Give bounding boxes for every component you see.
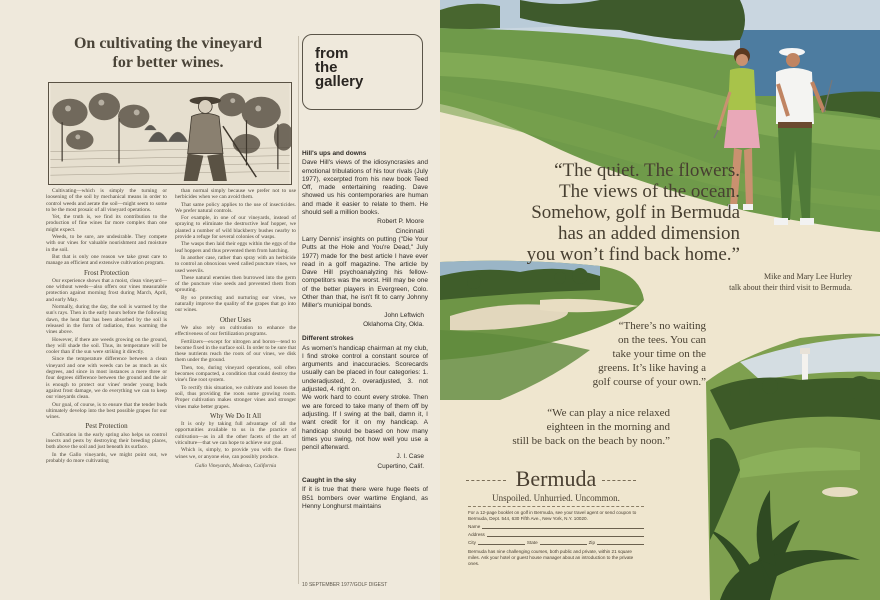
letter-paragraph: If it is true that there were huge fleets of B51 bombers over wartime England, as Henny Longhurst maintains xyxy=(302,486,428,510)
letter-signature: J. I. Case xyxy=(396,453,424,461)
letter-signature: Cupertino, Calif. xyxy=(377,462,424,470)
paragraph: Our experience shows that a moist, clean vineyard—one without weeds—also offers our vines measurable protection against morning frost during March, April, and early May. xyxy=(46,277,167,303)
coupon-address-field[interactable] xyxy=(468,532,644,538)
coupon-state-label: State xyxy=(526,540,538,545)
vineyard-ad xyxy=(40,30,296,590)
paragraph: To rectify this situation, we cultivate and loosen the soil, thus providing the roots some growing room. Proper cultivation makes stronger vines and stronger vines make better grapes. xyxy=(175,384,296,410)
paragraph: For example, in one of our vineyards, instead of spraying to eliminate the destructive leaf hopper, we planted a number of wild blackberry bushes nearby to provide a refuge for several colonies of wasps. xyxy=(175,215,296,241)
paragraph: than normal simply because we prefer not to use herbicides when we can avoid them. xyxy=(175,188,296,201)
gallery-title-box xyxy=(302,34,423,110)
ad-column-1 xyxy=(46,188,167,470)
page-footer: 10 SEPTEMBER 1977/GOLF DIGEST xyxy=(302,582,388,588)
paragraph: Fertilizers—except for nitrogen and boron—tend to become fixed in the surface soil. In order to be sure that these nutrients reach the roots of our vines, we disk them under the ground. xyxy=(175,338,296,364)
ad-column-2 xyxy=(175,188,296,470)
letter-signature: John Leftwich xyxy=(384,311,424,319)
paragraph: Then, too, during vineyard operations, soil often becomes compacted, a condition that could destroy the vine's fine root system. xyxy=(175,364,296,384)
paragraph: In another case, rather than spray with an herbicide to control an obnoxious weed called puncture vines, we used weevils. xyxy=(175,254,296,274)
gallery-title: from the gallery xyxy=(315,45,364,90)
coupon-name-label: Name xyxy=(468,524,481,529)
bermuda-brand-block xyxy=(466,466,636,596)
coupon-city-state-zip-field[interactable] xyxy=(468,540,644,546)
vineyard-illustration xyxy=(48,82,292,185)
letter-signature: Cincinnati xyxy=(395,227,424,235)
right-page xyxy=(440,0,880,600)
relaxed-eighteen-quote: “We can play a nice relaxed eighteen in the morning and still be back on the beach by noon.” xyxy=(512,407,670,447)
paragraph: Our goal, of course, is to ensure that the tender buds ultimately develop into the best possible grapes for our wines. xyxy=(46,401,167,421)
paragraph: We also rely on cultivation to enhance the effectiveness of our fertilization programs. xyxy=(175,324,296,338)
paragraph: In the Gallo vineyards, we might point out, we probably do more cultivating xyxy=(46,451,167,464)
paragraph: Yet, the truth is, we find its contribution to the production of fine wines far more complex than one might expect. xyxy=(46,214,167,233)
signature: Gallo Vineyards, Modesto, California xyxy=(194,462,277,469)
coupon-address-label: Address xyxy=(468,532,485,537)
section-heading: Why We Do It All xyxy=(209,411,262,420)
letter-heading: Caught in the sky xyxy=(302,476,357,484)
brand-rule-right xyxy=(602,480,636,481)
bermuda-tagline: Unspoiled. Unhurried. Uncommon. xyxy=(492,493,620,503)
paragraph: It is only by taking full advantage of all the opportunities available to us in the practice of cultivation—as in all the other facets of the art of viticulture—that we can hope to achieve our goal. xyxy=(175,421,296,446)
letter-paragraph: As women's handicap chairman at my club, I find stroke control a constant source of arguments and inaccuracies. Scorecards usually can be placed in four categories: 1. underadjusted, 2. overadjusted, 3. not adjusted, 4. right on. xyxy=(302,344,428,394)
coupon-city-label: City xyxy=(468,540,476,545)
column-divider xyxy=(298,36,299,584)
paragraph: Normally, during the day, the soil is warmed by the sun's rays. Then in the early hours before the following dawn, the heat that has been absorbed by the soil is released in the form of radiation, thus warming the vines above. xyxy=(46,304,167,336)
section-heading: Other Uses xyxy=(219,315,252,324)
letter-paragraph: Larry Dennis' insights on putting ("Die Your Putts at the Hole and You're Dead," July 1977) made for the best article I have ever read in a golf magazine. The article by Dave Hill psychoanalyzing his fellow-competitors was the worst. Hill may be one of the better players in Evergreen, Colo. Other than that, he isn't fit to carry Johnny Miller's municipal bonds. xyxy=(302,235,428,310)
from-the-gallery-column xyxy=(302,34,428,594)
letter-paragraph: Dave Hill's views of the idiosyncrasies and emotional tribulations of his tour rivals (July 1977), excerpted from his new book Teed Off, made entertaining reading. Dave showed us his contemporaries are human and made it easier to relate to them. He should sell a million books. xyxy=(302,159,428,217)
letter-signature: Robert P. Moore xyxy=(377,218,424,226)
paragraph: Cultivating—which is simply the turning or loosening of the soil by mechanical means in order to control weeds and aerate the soil—might seem to some to be the most prosaic of all vineyard operations. xyxy=(46,188,167,213)
coupon-name-field[interactable] xyxy=(468,524,644,530)
ad-headline: On cultivating the vineyard for better wines. xyxy=(73,35,262,71)
paragraph: But that is only one reason we take great care to manage an efficient and extensive cultivation program. xyxy=(46,253,167,267)
paragraph: However, if there are weeds growing on the ground, they will shade the soil. Thus, its temperature will be cooler than if the sun were striking it directly. xyxy=(46,336,167,356)
coupon-zip-label: Zip xyxy=(588,540,596,545)
bermuda-logo: Bermuda xyxy=(515,466,597,491)
section-heading: Pest Protection xyxy=(85,422,128,431)
paragraph: Weeds, to be sure, are undesirable. They compete with our vines for valuable nourishment and moisture in the soil. xyxy=(46,234,167,253)
paragraph: Since the temperature difference between a clean vineyard and one with weeds can be as much as six degrees, and since in most instances a mere three or four degrees difference between the ground and the air is enough to protect our vines' tender young buds against frost damage, we do everything we can to keep our vineyards clean. xyxy=(46,356,167,401)
paragraph: Cultivation in the early spring also helps us control insects and pests by destroying their breeding places, both above the soil and just beneath its surface. xyxy=(46,431,167,451)
main-testimonial-quote: “The quiet. The flowers. The views of the ocean. Somehow, golf in Bermuda has an added dimension you won’t find back home.” xyxy=(526,160,740,265)
paragraph: By so protecting and nurturing our vines, we naturally improve the quality of the grapes that go into our wines. xyxy=(175,294,296,314)
gallery-letters xyxy=(302,150,428,511)
paragraph: That same policy applies to the use of insecticides. We prefer natural controls. xyxy=(175,201,296,214)
letter-heading: Different strokes xyxy=(302,335,354,343)
paragraph: Which is, simply, to provide you with the finest wines we, or anyone else, can possibly produce. xyxy=(175,447,296,460)
coupon-note: Bermuda has nine challenging courses, both public and private, within 21 square miles. Ask your hotel or guest house manager about an introduction to the private ones. xyxy=(468,549,634,566)
section-heading: Frost Protection xyxy=(84,268,129,277)
letter-heading: Hill's ups and downs xyxy=(302,150,367,157)
coupon-instructions: For a 12-page booklet on golf in Bermuda, see your travel agent or send coupon to Bermuda, Dept. 544, 630 Fifth Ave., New York, N.Y. 10020. xyxy=(468,510,637,521)
no-waiting-quote: “There’s no waiting on the tees. You can take your time on the greens. It’s like having a golf course of your own.” xyxy=(592,320,706,388)
mail-in-coupon[interactable] xyxy=(468,506,644,594)
hurley-caption: Mike and Mary Lee Hurley talk about their third visit to Bermuda. xyxy=(729,272,852,292)
paragraph: These natural enemies then burrowed into the germ of the puncture vine seeds and prevented them from sprouting. xyxy=(175,274,296,294)
paragraph: The wasps then laid their eggs within the eggs of the leaf hoppers and thus prevented them from hatching. xyxy=(175,241,296,254)
letter-signature: Oklahoma City, Okla. xyxy=(363,320,424,328)
letter-paragraph: We work hard to count every stroke. Then we are forced to take many of them off by adjusting. If I swing at the ball, damn it, I want credit for it on my handicap. A handicap should be based on how many times you swing, not how well you use a pencil afterward. xyxy=(302,394,428,452)
